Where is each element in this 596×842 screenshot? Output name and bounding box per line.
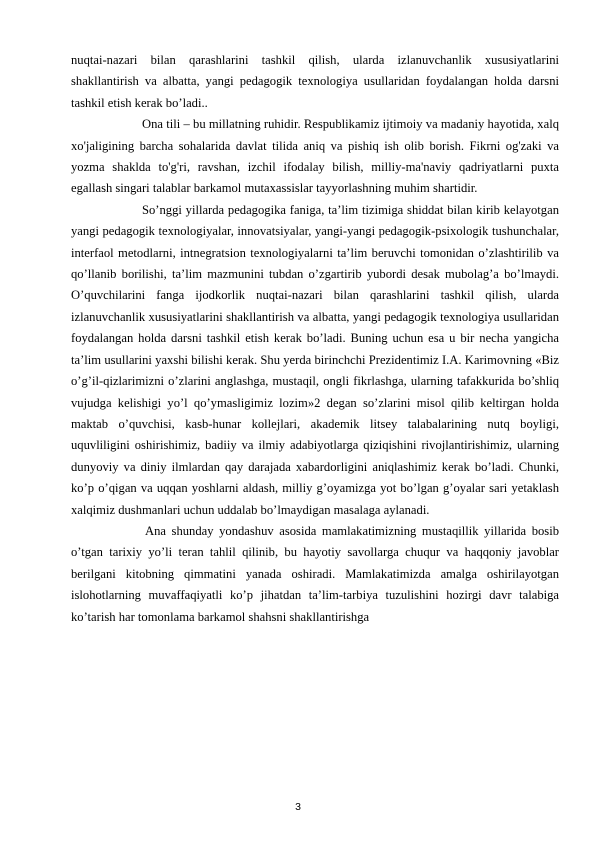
document-body bbox=[71, 50, 559, 628]
paragraph-continuation: nuqtai-nazari bilan qarashlarini tashkil qilish, ularda izlanuvchanlik xususiyatlarini shakllantirish va albatta, yangi pedagogik texnologiya usullaridan foydalangan holda darsni tashkil etish kerak bo’ladi.. bbox=[71, 53, 559, 110]
paragraph-native-language: Ona tili – bu millatning ruhidir. Respublikamiz ijtimoiy va madaniy hayotida, xalq xo'jaligining barcha sohalarida davlat tilida aniq va pishiq ish olib borish. Fikrni og'zaki va yozma shaklda to'g'ri, ravshan, izchil ifodalay bilish, milliy-ma'naviy qadriyatlarni puxta egallash singari talablar barkamol mutaxassislar tayyorlashning muhim shartidir. bbox=[71, 117, 559, 196]
paragraph-approach: Ana shunday yondashuv asosida mamlakatimizning mustaqillik yillarida bosib o’tgan tarixiy yo’li teran tahlil qilinib, bu hayotiy savollarga chuqur va haqqoniy javoblar berilgani kitobning qimmatini yanada oshiradi. Mamlakatimizda amalga oshirilayotgan islohotlarning muvaffaqiyatli ko’p jihatdan ta’lim-tarbiya tuzulishini hozirgi davr talabiga ko’tarish har tomonlama barkamol shahsni shakllantirishga bbox=[71, 523, 559, 624]
paragraph-pedagogy: So’nggi yillarda pedagogika faniga, ta’lim tizimiga shiddat bilan kirib kelayotgan yangi pedagogik texnologiyalar, innovatsiyalar, yangi-yangi pedagogik-psixologik tushunchalar, interfaol metodlarni, intnegratsion texnologiyalarni ta’lim beruvchi tomonidan o’zlashtirilib va qo’llanib borilishi, ta’lim mazmunini tubdan o’zgartirib yubordi desak mubolag’a bo’lmaydi. O’quvchilarini fanga ijodkorlik nuqtai-nazari bilan qarashlarini tashkil qilish, ularda izlanuvchanlik xususiyatlarini shakllantirish va albatta, yangi pedagogik texnologiya usullaridan foydalangan holda darsni tashkil etish kerak bo’ladi. Buning uchun esa u bir necha yangicha ta’lim usullarini yaxshi bilishi kerak. Shu yerda birinchchi Prezidentimiz I.A. Karimovning «Biz o’g’il-qizlarimizni o’zlarini anglashga, mustaqil, ongli fikrlashga, ularning tafakkurida bo’shliq vujudga kelishigi yo’l qo’ymasligimiz lozim»2 degan so’zlarini misol qilib keltirgan holda maktab o’quvchisi, kasb-hunar kollejlari, akademik litsey talabalarining nutq boyligi, uquvliligini oshirishimiz, badiiy va ilmiy adabiyotlarga qiziqishini rivojlantirishimiz, ularning dunyoviy va diniy ilmlardan qay darajada xabardorligini aniqlashimiz kerak bo’ladi. Chunki, ko’p o’qigan va uqqan yoshlarni aldash, milliy g’oyamizga yot bo’lgan g’oyalar sari yetaklash xalqimiz dushmanlari uchun uddalab bo’lmaydigan masalaga aylanadi. bbox=[71, 202, 559, 517]
page-number: 3 bbox=[295, 801, 301, 813]
